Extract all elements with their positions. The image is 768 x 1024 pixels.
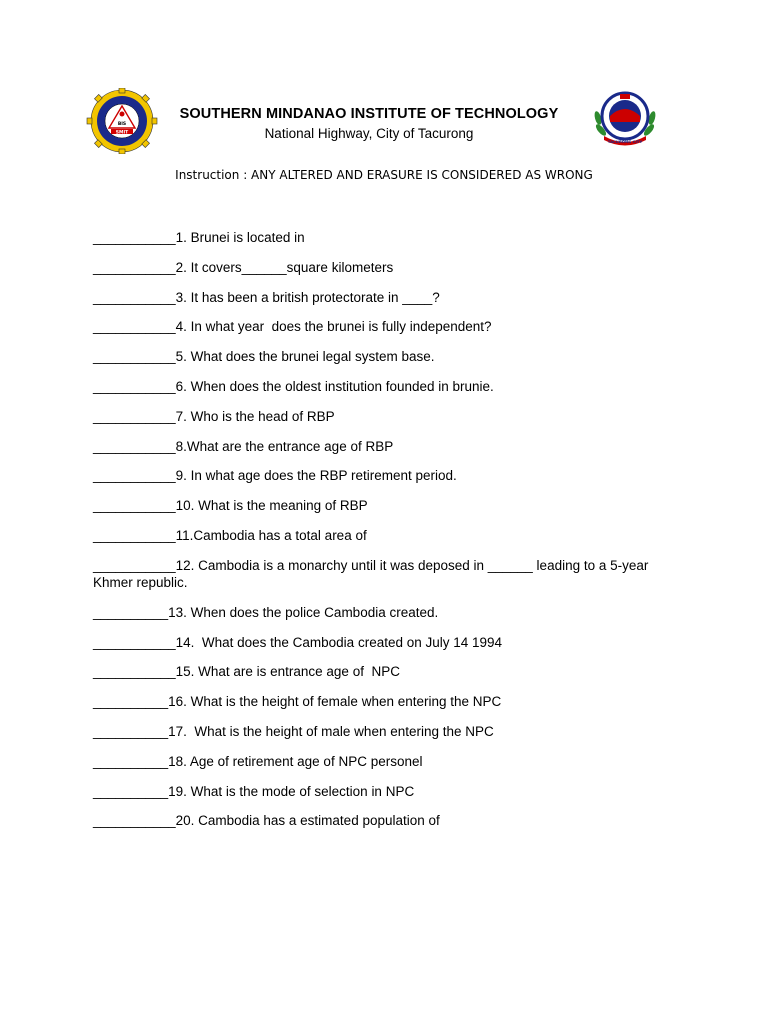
question-item: __________19. What is the mode of selection in NPC: [93, 783, 415, 799]
question-item: __________13. When does the police Cambodia created.: [93, 604, 439, 620]
instruction-text: Instruction : ANY ALTERED AND ERASURE IS CONSIDERED AS WRONG: [175, 168, 593, 182]
question-item: ___________2. It covers______square kilometers: [93, 259, 394, 275]
question-item: ___________4. In what year does the brunei is fully independent?: [93, 319, 492, 335]
question-item: __________16. What is the height of female when entering the NPC: [93, 694, 502, 710]
question-list: [93, 229, 663, 842]
question-item: ___________15. What are is entrance age of NPC: [93, 664, 400, 680]
question-item: ___________9. In what age does the RBP retirement period.: [93, 468, 457, 484]
question-item: ___________1. Brunei is located in: [93, 230, 305, 245]
question-item: __________17. What is the height of male when entering the NPC: [93, 723, 494, 739]
document-header: [0, 84, 768, 154]
question-item: ___________11.Cambodia has a total area of: [93, 527, 367, 543]
question-item: ___________10. What is the meaning of RBP: [93, 498, 368, 514]
school-name: SOUTHERN MINDANAO INSTITUTE OF TECHNOLOGY: [179, 106, 559, 122]
question-item: __________18. Age of retirement age of NPC personel: [93, 753, 423, 769]
question-item: ___________8.What are the entrance age of RBP: [93, 438, 394, 454]
question-item: ___________12. Cambodia is a monarchy until it was deposed in ______ leading to a 5-year Khmer republic.: [93, 557, 653, 590]
question-item: ___________5. What does the brunei legal system base.: [93, 349, 435, 365]
city-seal-logo: [592, 88, 658, 150]
question-item: ___________7. Who is the head of RBP: [93, 408, 335, 424]
school-address: National Highway, City of Tacurong: [264, 126, 474, 141]
question-item: ___________20. Cambodia has a estimated population of: [93, 813, 440, 829]
question-item: ___________6. When does the oldest institution founded in brunie.: [93, 378, 494, 394]
logo-right-label: TACURONG CITY: [607, 139, 643, 144]
logo-left-inner-label: BIS: [117, 122, 127, 127]
logo-left-label: SMIT: [115, 130, 129, 136]
question-item: ___________14. What does the Cambodia created on July 14 1994: [93, 634, 503, 650]
question-item: ___________3. It has been a british protectorate in ____?: [93, 289, 440, 305]
